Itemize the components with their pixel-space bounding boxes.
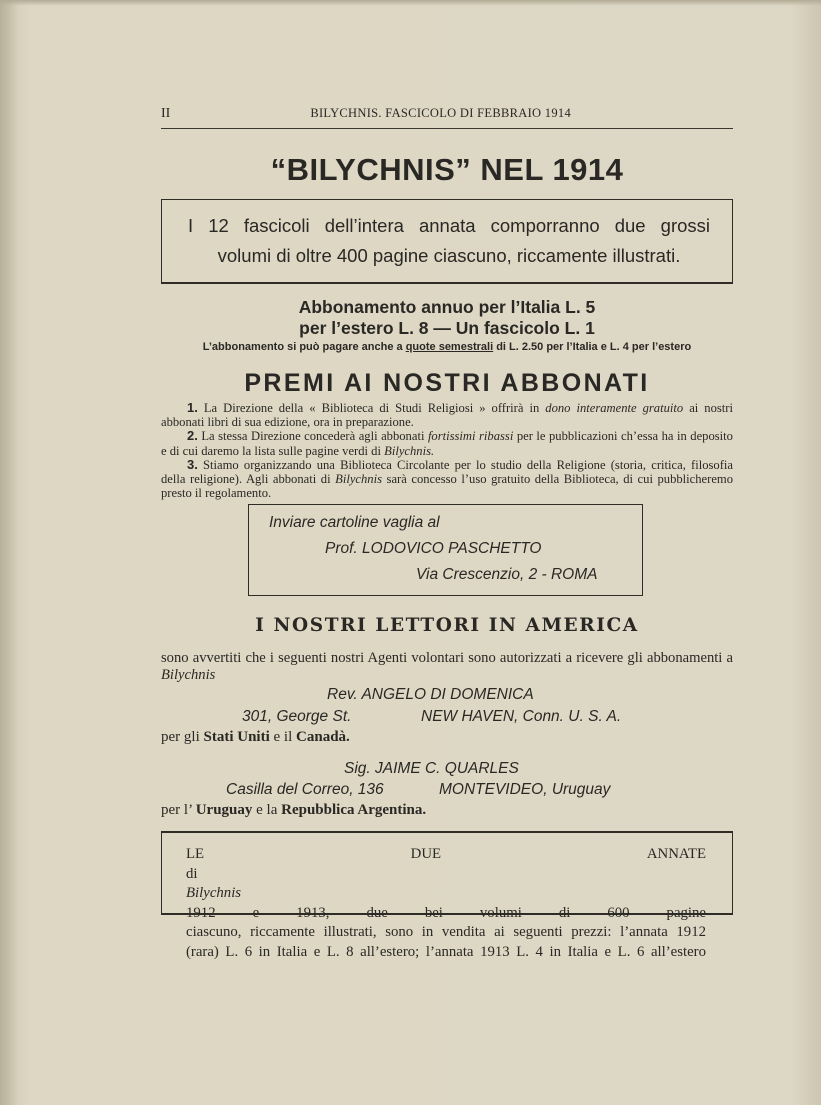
agent-1-city: NEW HAVEN, Conn. U. S. A. — [421, 708, 622, 725]
agent-2-country-1: Uruguay — [195, 802, 253, 818]
annate-line-3: (rara) L. 6 in Italia e L. 8 all’estero; l’annata 1913 L. 4 in Italia e L. 6 all’estero — [186, 943, 706, 960]
annate-italic-1: Bilychnis — [186, 885, 242, 901]
agent-1-street: 301, George St. — [242, 708, 352, 725]
annata-box — [161, 199, 733, 284]
semester-note-after: di L. 2.50 per l’Italia e L. 4 per l’estero — [496, 341, 692, 353]
running-header — [161, 106, 733, 124]
agent-2-country-2: Repubblica Argentina. — [281, 802, 427, 818]
page-number: II — [161, 106, 171, 121]
agent-1-countries — [161, 729, 350, 746]
agent-2-street: Casilla del Correo, 136 — [226, 781, 384, 798]
annate-box — [161, 831, 733, 960]
annata-line-2: volumi di oltre 400 pagine ciascuno, riccamente illustrati. — [217, 245, 681, 266]
premi-item-3-text-2: sarà concesso l’uso gratuito della Biblioteca, di cui pubblicheremo presto il regolamento. — [161, 472, 734, 501]
agent-1-and: e il — [273, 729, 293, 745]
premi-item-3-number: 3. — [187, 456, 198, 472]
subscription-price-abroad: per l’estero L. 8 — Un fascicolo L. 1 — [299, 318, 595, 338]
annate-line-1 — [186, 845, 706, 923]
agent-1-name: Rev. ANGELO DI DOMENICA — [327, 686, 534, 703]
running-header-title: BILYCHNIS. FASCICOLO DI FEBBRAIO 1914 — [310, 106, 571, 120]
annate-text-2: 1912 e 1913, due bei volumi di 600 pagine — [186, 904, 706, 921]
premi-title: PREMI AI NOSTRI ABBONATI — [244, 369, 650, 397]
premi-item-1-number: 1. — [187, 400, 198, 415]
premi-item-1-text-2: ai nostri abbonati libri di sua edizione, ora in preparazione. — [161, 401, 733, 430]
subscription-price-italy: Abbonamento annuo per l’Italia L. 5 — [298, 297, 596, 317]
agent-1-country-1: Stati Uniti — [203, 729, 270, 745]
agent-2-per: per l’ — [161, 802, 192, 818]
premi-item-3-text: Stiamo organizzando una Biblioteca Circolante per lo studio della Religione (storia, critica, filosofia della religione). Agli abbonati di — [161, 457, 733, 487]
semester-note-underlined: quote semestrali — [405, 341, 494, 353]
premi-item-2-text: La stessa Direzione concederà agli abbonati — [201, 429, 425, 444]
premi-item-1 — [161, 401, 733, 429]
premi-item-2-number: 2. — [187, 428, 198, 444]
premi-item-2-text-2: per le pubblicazioni ch’essa ha in deposito e di cui daremo la lista sulle pagine verdi di — [161, 429, 733, 458]
vaglia-line-1: Inviare cartoline vaglia al — [269, 514, 440, 531]
agent-2-and: e la — [256, 802, 278, 818]
main-title: “BILYCHNIS” NEL 1914 — [270, 152, 624, 187]
annate-lead: LE DUE ANNATE — [186, 846, 706, 862]
premi-item-1-italic: dono interamente gratuito — [545, 401, 684, 415]
premi-item-2-italic: fortissimi ribassi — [427, 429, 514, 444]
page-top-edge — [0, 0, 821, 6]
premi-list — [161, 401, 733, 500]
agent-1-country-2: Canadà. — [296, 729, 350, 745]
annate-text-1: di — [186, 865, 198, 882]
agent-1-per: per gli — [161, 729, 200, 745]
lettori-intro-text: sono avvertiti che i seguenti nostri Agenti volontari sono autorizzati a ricevere gli abbonamenti a — [161, 650, 733, 666]
annata-line-1: I 12 fascicoli dell’intera annata comporranno due grossi — [188, 215, 710, 236]
subscription-semester-note — [161, 341, 733, 353]
lettori-intro — [161, 650, 733, 684]
lettori-intro-italic: Bilychnis — [161, 667, 216, 683]
premi-item-3-italic: Bilychnis — [335, 472, 382, 487]
agent-2-city: MONTEVIDEO, Uruguay — [439, 781, 611, 798]
vaglia-line-3: Via Crescenzio, 2 - ROMA — [416, 566, 598, 583]
vaglia-line-2: Prof. LODOVICO PASCHETTO — [325, 540, 542, 557]
page-binding-shadow — [0, 0, 18, 1105]
premi-item-2-italic-2: Bilychnis. — [384, 443, 435, 458]
vaglia-box — [248, 504, 643, 596]
annate-line-2: ciascuno, riccamente illustrati, sono in vendita ai seguenti prezzi: l’annata 1912 — [186, 924, 706, 940]
header-rule — [161, 128, 733, 129]
semester-note-before: L’abbonamento si può pagare anche a — [202, 341, 403, 353]
premi-item-2 — [161, 429, 733, 457]
agent-2-countries — [161, 802, 426, 819]
premi-item-3 — [161, 458, 733, 501]
lettori-title: I NOSTRI LETTORI IN AMERICA — [255, 615, 639, 636]
agent-2-name: Sig. JAIME C. QUARLES — [344, 760, 519, 777]
premi-item-1-text: La Direzione della « Biblioteca di Studi Religiosi » offrirà in — [203, 401, 540, 415]
